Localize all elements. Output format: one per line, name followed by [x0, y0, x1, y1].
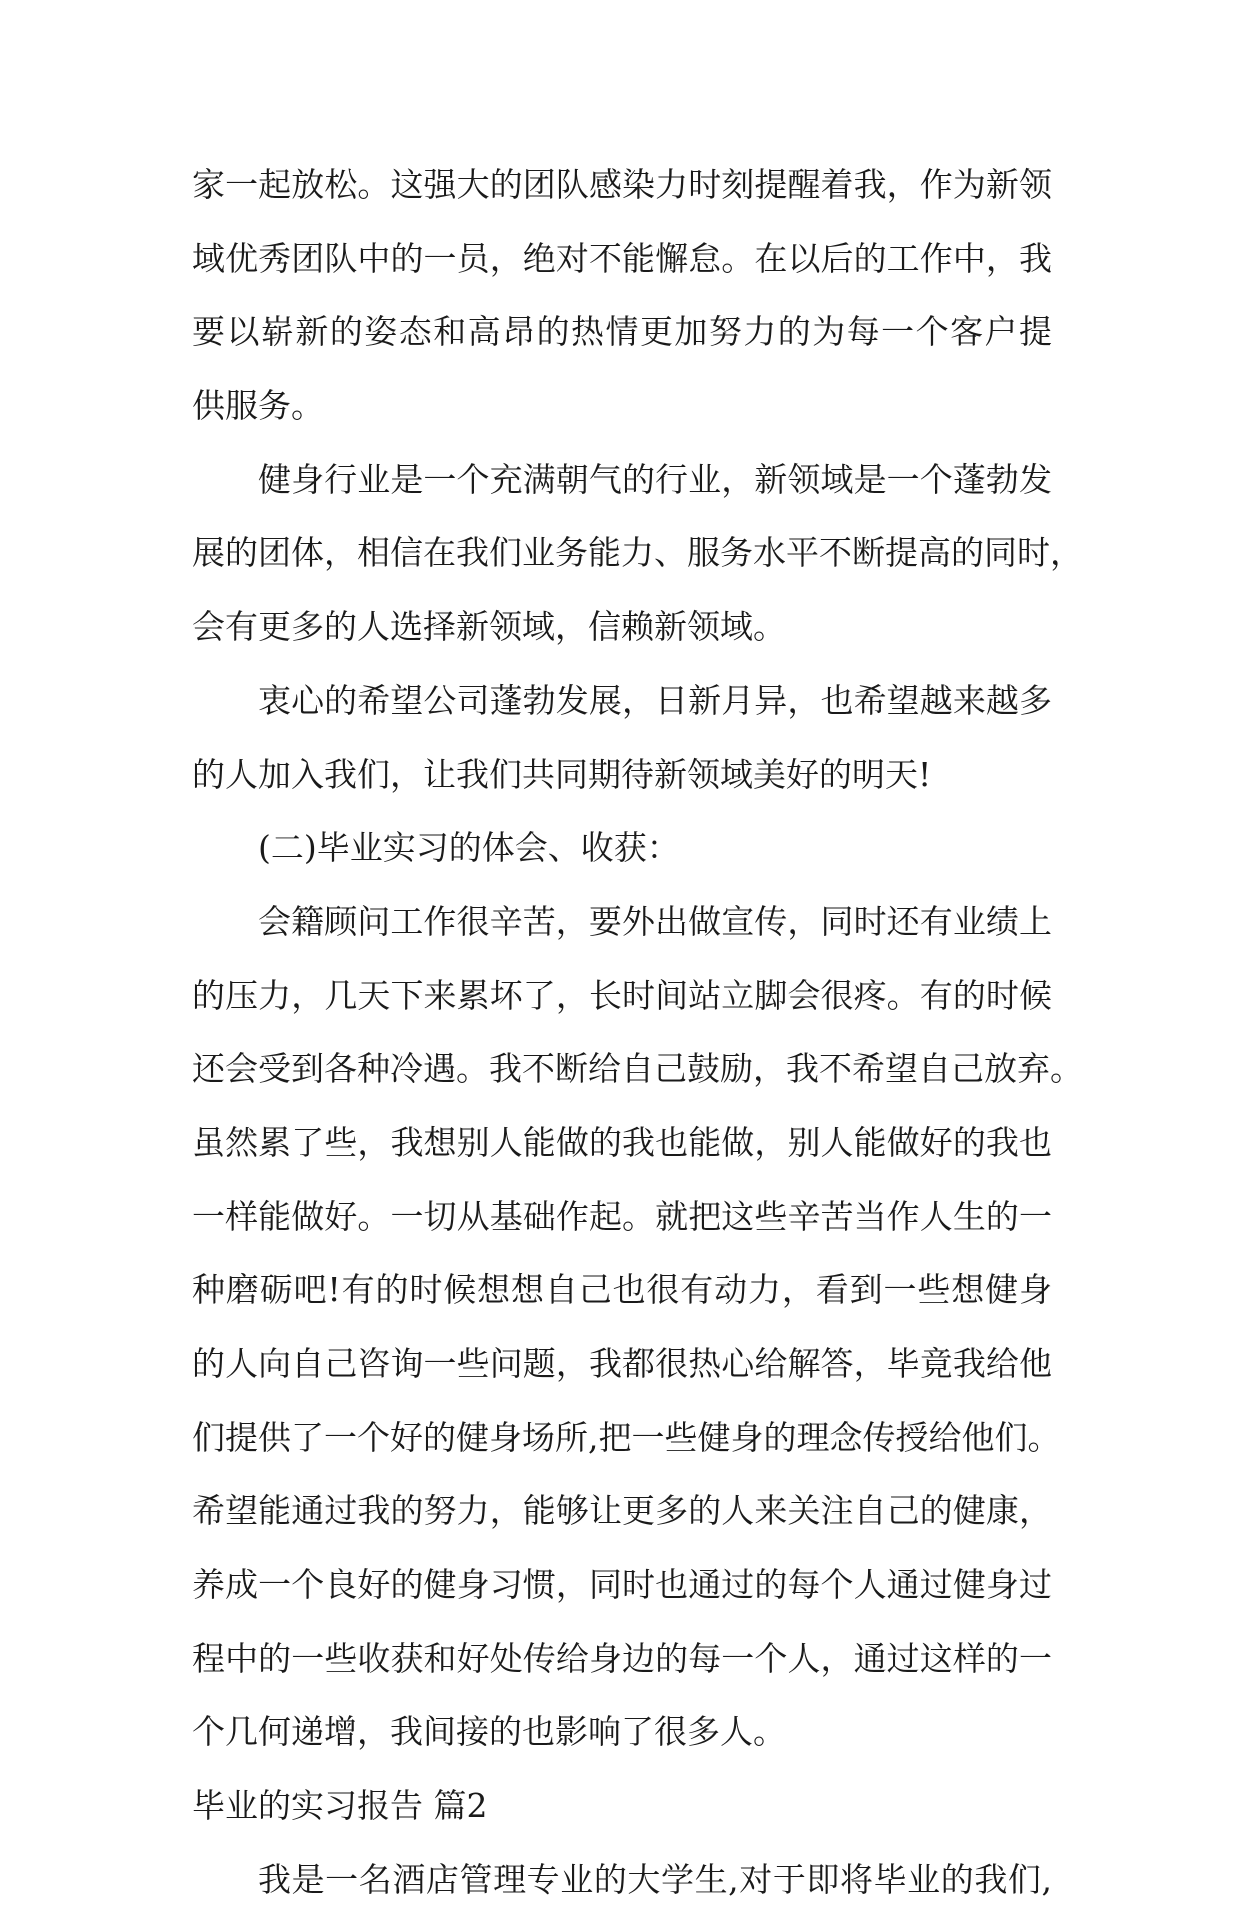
- paragraph-line: 还会受到各种冷遇。我不断给自己鼓励，我不希望自己放弃。: [192, 1049, 1083, 1089]
- paragraph-line: 希望能通过我的努力，能够让更多的人来关注自己的健康，: [192, 1491, 1052, 1531]
- paragraph-line: 程中的一些收获和好处传给身边的每一个人，通过这样的一: [192, 1638, 1052, 1678]
- paragraph-line: 会籍顾问工作很辛苦，要外出做宣传，同时还有业绩上: [258, 901, 1052, 941]
- document-body: [192, 148, 1083, 1917]
- paragraph-line: 健身行业是一个充满朝气的行业，新领域是一个蓬勃发: [258, 459, 1052, 499]
- paragraph-line: 的人加入我们，让我们共同期待新领域美好的明天!: [192, 754, 932, 794]
- paragraph-line: 的人向自己咨询一些问题，我都很热心给解答，毕竟我给他: [192, 1344, 1052, 1383]
- paragraph-line: 会有更多的人选择新领域，信赖新领域。: [192, 607, 786, 647]
- paragraph-line: 种磨砺吧!有的时候想想自己也很有动力，看到一些想健身: [192, 1270, 1052, 1310]
- section-title: 毕业的实习报告 篇2: [192, 1786, 488, 1826]
- paragraph-line: 展的团体，相信在我们业务能力、服务水平不断提高的同时，: [192, 533, 1083, 573]
- paragraph-line: 虽然累了些，我想别人能做的我也能做，别人能做好的我也: [192, 1122, 1052, 1162]
- paragraph-line: 们提供了一个好的健身场所,把一些健身的理念传授给他们。: [192, 1417, 1061, 1457]
- paragraph-line: 一样能做好。一切从基础作起。就把这些辛苦当作人生的一: [192, 1196, 1052, 1236]
- paragraph-line: 我是一名酒店管理专业的大学生,对于即将毕业的我们,: [258, 1859, 1052, 1899]
- paragraph-line: 衷心的希望公司蓬勃发展，日新月异，也希望越来越多: [258, 680, 1052, 720]
- paragraph-line: 的压力，几天下来累坏了，长时间站立脚会很疼。有的时候: [192, 975, 1052, 1015]
- section-subheading: (二)毕业实习的体会、收获：: [258, 828, 680, 868]
- paragraph-line: 家一起放松。这强大的团队感染力时刻提醒着我，作为新领: [192, 165, 1052, 204]
- paragraph-line: 要以崭新的姿态和高昂的热情更加努力的为每一个客户提: [192, 312, 1052, 352]
- paragraph-line: 域优秀团队中的一员，绝对不能懈怠。在以后的工作中，我: [192, 238, 1052, 278]
- paragraph-line: 养成一个良好的健身习惯，同时也通过的每个人通过健身过: [192, 1565, 1052, 1605]
- paragraph-line: 个几何递增，我间接的也影响了很多人。: [192, 1712, 786, 1752]
- paragraph-line: 供服务。: [192, 386, 324, 426]
